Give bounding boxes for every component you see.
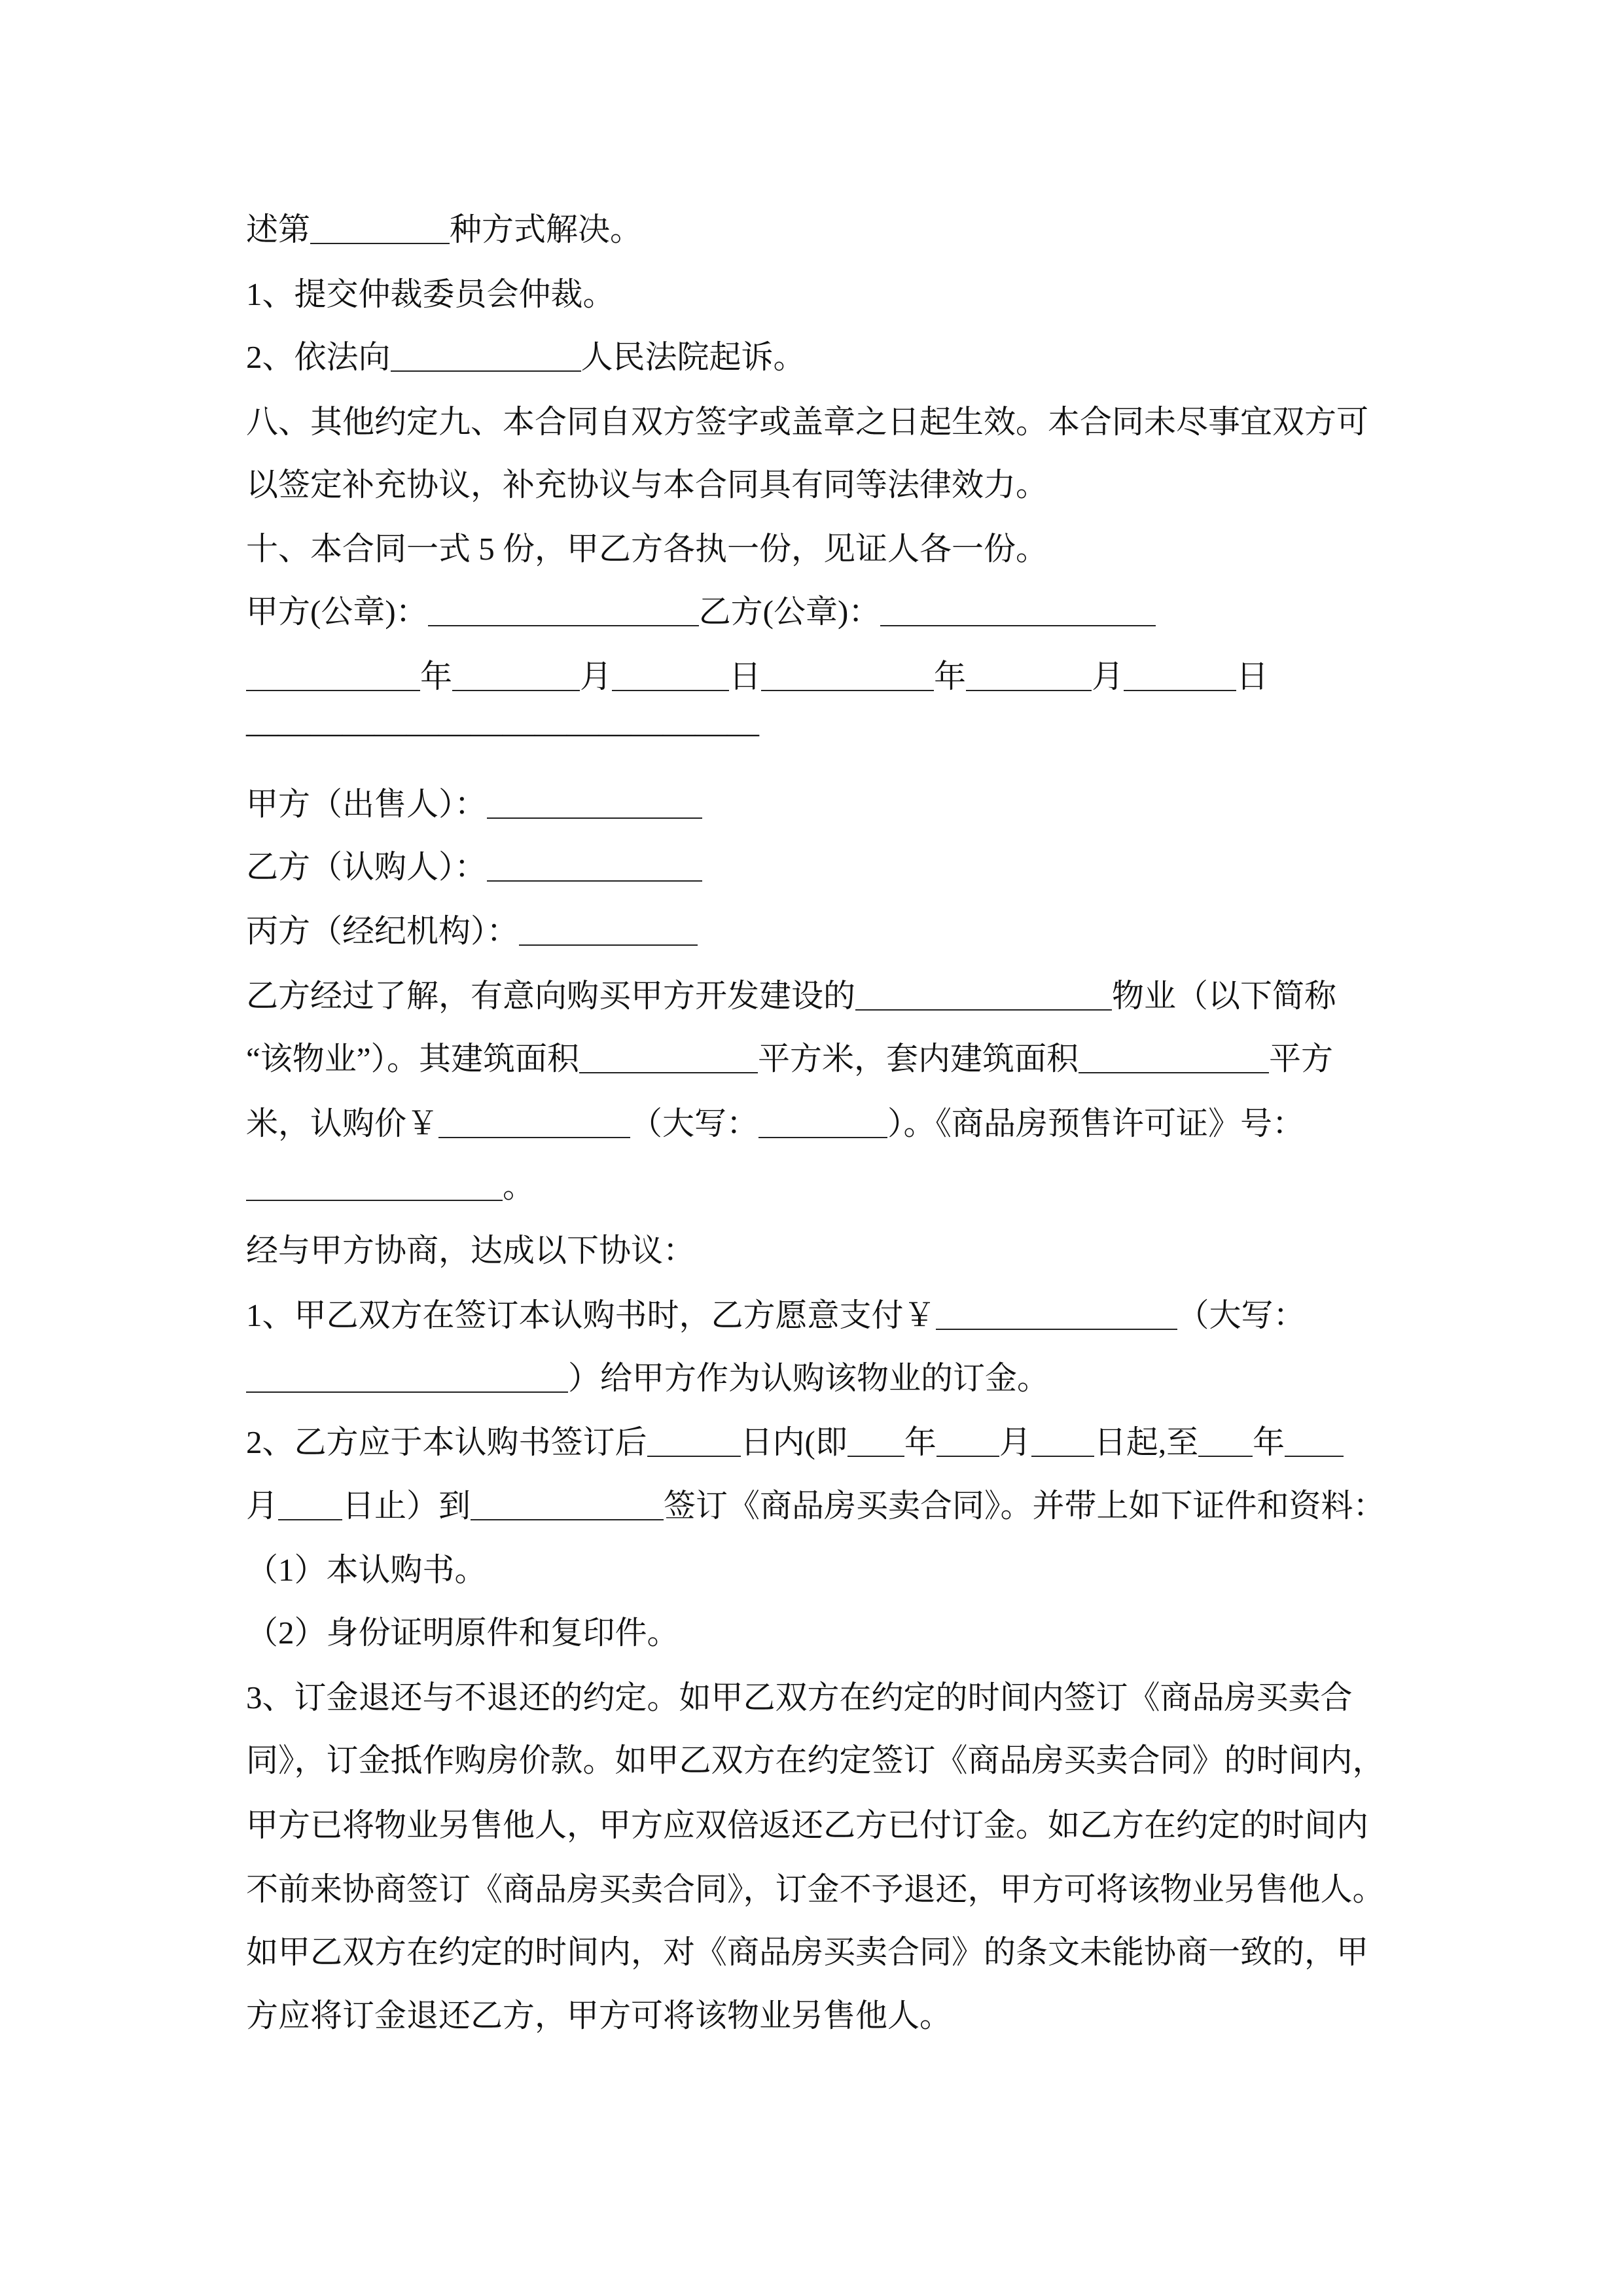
text: 平方米，套内建筑面积 <box>758 1041 1079 1077</box>
blank-field <box>246 1168 503 1201</box>
text: 同》，订金抵作购房价款。如甲乙双方在约定签订《商品房买卖合同》的时间内， <box>246 1742 1385 1778</box>
text: 1、甲乙双方在签订本认购书时，乙方愿意支付￥ <box>246 1297 936 1333</box>
text-line <box>246 1601 679 1665</box>
blank-field <box>758 1105 887 1138</box>
text: 人民法院起诉。 <box>580 339 806 375</box>
text: （大写： <box>630 1105 759 1141</box>
text: 月 <box>999 1424 1031 1460</box>
text: ———————————————— <box>246 714 759 750</box>
text: 十、本合同一式 5 份，甲乙方各执一份，见证人各一份。 <box>246 531 1048 567</box>
text-line <box>246 1920 1368 1984</box>
blank-field <box>246 1359 568 1393</box>
text: （大写： <box>1177 1297 1306 1333</box>
text-line <box>246 453 1048 517</box>
text: 日 <box>729 658 762 694</box>
text-line <box>246 899 698 963</box>
blank-field <box>761 658 934 691</box>
text: 述第 <box>246 211 311 247</box>
blank-field <box>1079 1040 1269 1073</box>
blank-field <box>487 848 702 882</box>
text: 日起,至 <box>1094 1424 1199 1460</box>
text: 如甲乙双方在约定的时间内，对《商品房买卖合同》的条文未能协商一致的，甲 <box>246 1934 1369 1970</box>
blank-field <box>1198 1424 1253 1457</box>
text: 2、乙方应于本认购书签订后 <box>246 1424 647 1460</box>
text: 平方 <box>1269 1041 1334 1077</box>
text-line <box>246 517 1048 581</box>
blank-field <box>246 658 420 691</box>
text-line <box>246 1729 1385 1793</box>
blank-field <box>880 593 1156 626</box>
blank-field <box>391 338 581 372</box>
text: ）。《商品房预售许可证》号： <box>887 1105 1305 1141</box>
blank-field <box>278 1487 342 1520</box>
text: 丙方（经纪机构）： <box>246 913 519 949</box>
text-line <box>246 1984 952 2048</box>
text: 日止）到 <box>342 1488 471 1524</box>
blank-field <box>1124 658 1236 691</box>
text-line <box>246 1666 1353 1730</box>
text: 乙方（认购人）： <box>246 849 487 885</box>
text-line <box>246 1219 695 1283</box>
text: 年 <box>904 1424 936 1460</box>
text: 年 <box>934 658 967 694</box>
text: 物业（以下简称 <box>1112 978 1337 1014</box>
text: 以签定补充协议，补充协议与本合同具有同等法律效力。 <box>246 467 1048 503</box>
text: 日 <box>1236 658 1269 694</box>
blank-field <box>487 785 702 819</box>
signature-line <box>246 580 1156 644</box>
text-line <box>246 1027 1333 1091</box>
text-line <box>246 1092 1304 1156</box>
text: 甲方已将物业另售他人，甲方应双倍返还乙方已付订金。如乙方在约定的时间内 <box>246 1807 1369 1843</box>
text: 乙方经过了解，有意向购买甲方开发建设的 <box>246 978 856 1014</box>
text-line <box>246 1155 535 1219</box>
text: 2、依法向 <box>246 339 391 375</box>
text: 甲方(公章)： <box>246 594 428 630</box>
text: 月 <box>246 1488 279 1524</box>
text-line <box>246 1857 1385 1922</box>
text: 八、其他约定九、本合同自双方签字或盖章之日起生效。本合同未尽事宜双方可 <box>246 404 1369 440</box>
text: 米，认购价￥ <box>246 1105 439 1141</box>
text: 年 <box>1253 1424 1285 1460</box>
text-line <box>246 390 1368 454</box>
text: 经与甲方协商，达成以下协议： <box>246 1232 696 1268</box>
blank-field <box>1285 1424 1344 1457</box>
text: 方应将订金退还乙方，甲方可将该物业另售他人。 <box>246 1998 952 2034</box>
text: 不前来协商签订《商品房买卖合同》，订金不予退还，甲方可将该物业另售他人。 <box>246 1871 1385 1907</box>
blank-field <box>438 1105 630 1138</box>
blank-field <box>1031 1424 1094 1457</box>
blank-field <box>471 1487 664 1520</box>
text-line <box>246 835 702 899</box>
text: （1）本认购书。 <box>246 1552 487 1588</box>
blank-field <box>579 1040 758 1073</box>
text-line <box>246 1283 1306 1348</box>
blank-field <box>936 1424 999 1457</box>
text-line <box>246 262 615 327</box>
text: 1、提交仲裁委员会仲裁。 <box>246 276 615 312</box>
blank-field <box>612 658 729 691</box>
blank-field <box>310 211 450 244</box>
text-line <box>246 772 702 836</box>
text: ）给甲方作为认购该物业的订金。 <box>568 1360 1050 1396</box>
text: 种方式解决。 <box>450 211 643 247</box>
blank-field <box>452 658 580 691</box>
text: （2）身份证明原件和复印件。 <box>246 1615 679 1651</box>
text-line <box>246 1346 1049 1410</box>
text: 乙方(公章)： <box>698 594 881 630</box>
text: 年 <box>420 658 453 694</box>
text-line <box>246 1538 487 1602</box>
text-line <box>246 1793 1368 1857</box>
text-line <box>246 1474 1385 1538</box>
text: 月 <box>1092 658 1124 694</box>
dash-separator <box>246 700 759 764</box>
text: 日内(即 <box>740 1424 847 1460</box>
text-line <box>246 1410 1344 1475</box>
date-line <box>246 645 1268 709</box>
blank-field <box>966 658 1092 691</box>
blank-field <box>936 1297 1177 1330</box>
text: “该物业”）。其建筑面积 <box>246 1041 579 1077</box>
text: 月 <box>580 658 613 694</box>
text-line <box>246 198 642 262</box>
text: 。 <box>503 1168 535 1204</box>
text: 3、订金退还与不退还的约定。如甲乙双方在约定的时间内签订《商品房买卖合 <box>246 1679 1353 1715</box>
text-line <box>246 964 1336 1028</box>
blank-field <box>428 593 699 626</box>
blank-field <box>855 977 1112 1011</box>
text: 签订《商品房买卖合同》。并带上如下证件和资料： <box>664 1488 1385 1524</box>
text: 甲方（出售人）： <box>246 786 487 822</box>
blank-field <box>519 912 698 946</box>
text-line <box>246 325 806 389</box>
blank-field <box>647 1424 741 1457</box>
blank-field <box>847 1424 904 1457</box>
